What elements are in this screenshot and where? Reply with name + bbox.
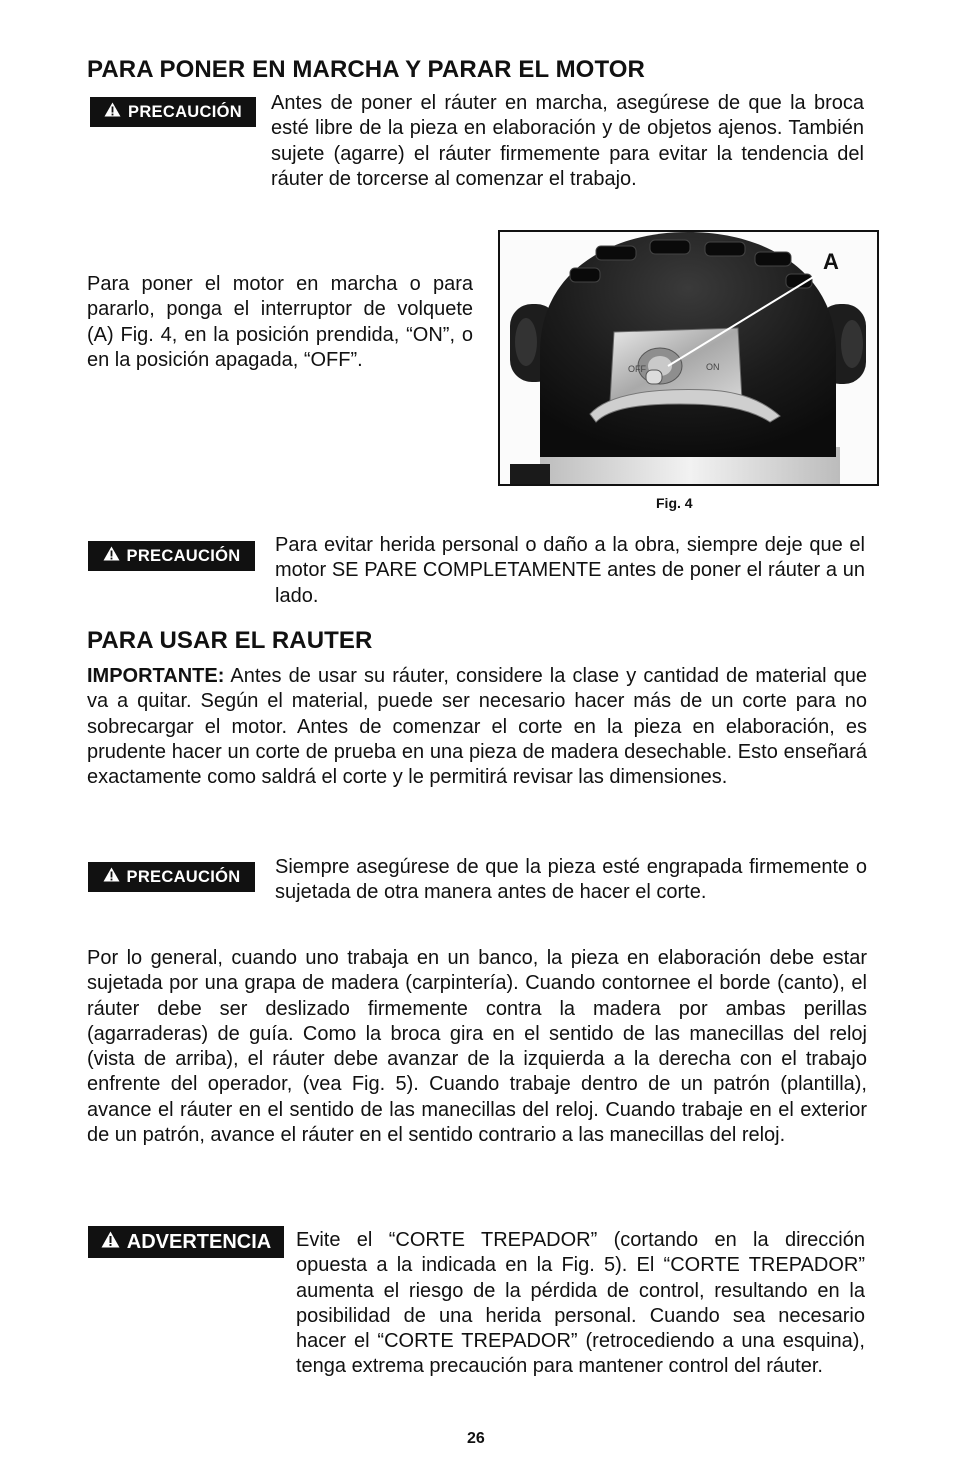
start-stop-paragraph: Para poner el motor en marcha o para pararlo, ponga el interruptor de volquete (A) Fig. 4, en la posición prendida, “ON”, o en la posición apagada, “OFF”. <box>87 273 473 371</box>
caution-text-stop: Para evitar herida personal o daño a la obra, siempre deje que el motor SE PARE COMPLETAMENTE antes de poner el ráuter a un lado. <box>275 534 865 607</box>
important-paragraph <box>87 664 867 790</box>
caution-badge-label: PRECAUCIÓN <box>126 546 241 565</box>
caution-badge-label: PRECAUCIÓN <box>128 102 242 121</box>
figure-4-photo <box>498 230 879 486</box>
svg-text:ON: ON <box>706 362 720 372</box>
warning-badge-label: ADVERTENCIA <box>126 1230 272 1253</box>
figure-4-caption: Fig. 4 <box>656 495 693 511</box>
svg-text:OFF: OFF <box>628 364 646 374</box>
caution-badge <box>90 97 256 127</box>
warning-triangle-icon <box>103 546 120 566</box>
caution-badge <box>88 862 255 892</box>
page-number: 26 <box>467 1430 485 1447</box>
warning-text-climb-cut: Evite el “CORTE TREPADOR” (cortando en la dirección opuesta a la indicada en la Fig. 5). El “CORTE TREPADOR” aumenta el riesgo de la pérdida de control, resultando en la posibilidad de una herida personal. Cuando sea necesario hacer el “CORTE TREPADOR” (retrocediendo a una esquina), tenga extrema precaución para mantener control del ráuter. <box>296 1229 865 1378</box>
important-label: IMPORTANTE: <box>87 665 225 687</box>
caution-text-clamp: Siempre asegúrese de que la pieza esté engrapada firmemente o sujetada de otra manera antes de hacer el corte. <box>275 856 867 904</box>
router-switch-icon <box>500 232 877 484</box>
section-title-using-router: PARA USAR EL RAUTER <box>87 627 373 654</box>
section-title-start-stop: PARA PONER EN MARCHA Y PARAR EL MOTOR <box>87 56 645 83</box>
warning-triangle-icon <box>104 102 121 122</box>
important-text: Antes de usar su ráuter, considere la clase y cantidad de material que va a quitar. Según el material, puede ser necesario hacer más de un corte para no sobrecargar el motor. Antes de comenzar el corte en la pieza en elaboración, es prudente hacer un corte de prueba en una pieza de madera desechable. Esto enseñará exactamente como saldrá el corte y le permitirá revisar las dimensiones. <box>87 665 867 789</box>
bench-work-paragraph: Por lo general, cuando uno trabaja en un banco, la pieza en elaboración debe estar sujetada por una grapa de madera (carpintería). Cuando contornee el borde (canto), el ráuter debe ser deslizado firmemente contra la madera por ambas perillas (agarraderas) de guía. Como la broca gira en el sentido de las manecillas del reloj (vista de arriba), el ráuter debe avanzar de la izquierda a la derecha con el trabajo enfrente del operador, (vea Fig. 5). Cuando trabaje dentro de un patrón (plantilla), avance el ráuter en el sentido de las manecillas del reloj. Cuando trabaje en el exterior de un patrón, avance el ráuter en el sentido contrario a las manecillas del reloj. <box>87 947 867 1147</box>
figure-callout-a: A <box>823 249 839 274</box>
caution-text-start: Antes de poner el ráuter en marcha, asegúrese de que la broca esté libre de la pieza en elaboración y de objetos ajenos. También sujete (agarre) el ráuter firmemente para evitar la tendencia del ráuter de torcerse al comenzar el trabajo. <box>271 92 864 190</box>
warning-triangle-icon <box>103 867 120 887</box>
warning-badge <box>88 1226 284 1258</box>
caution-badge <box>88 541 255 571</box>
caution-badge-label: PRECAUCIÓN <box>126 867 241 886</box>
warning-triangle-icon <box>101 1231 120 1254</box>
